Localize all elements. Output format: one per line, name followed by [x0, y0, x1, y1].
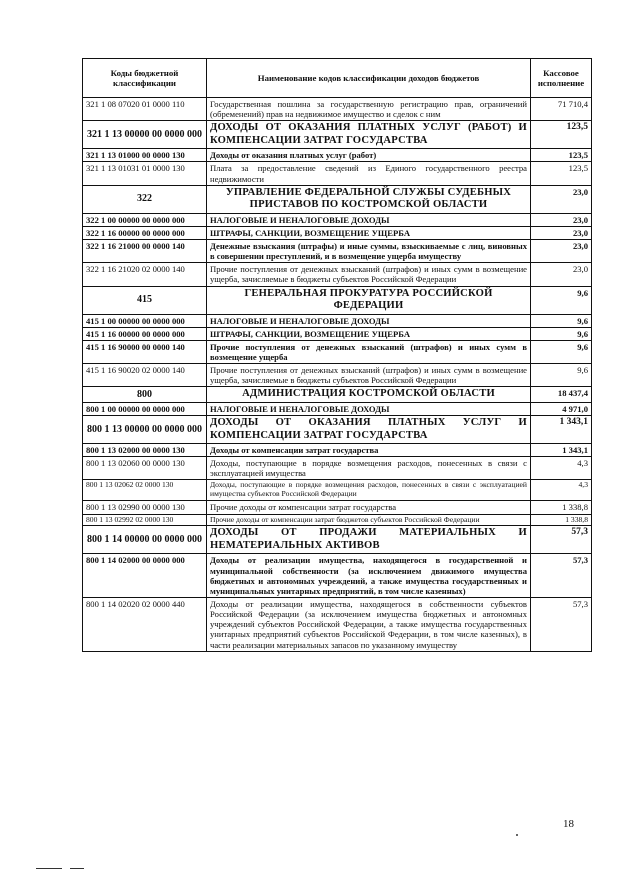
classification-code: 321 1 13 01031 01 0000 130 — [83, 162, 207, 185]
header-code: Коды бюджетной классификации — [83, 59, 207, 98]
revenue-name: ДОХОДЫ ОТ ОКАЗАНИЯ ПЛАТНЫХ УСЛУГ И КОМПЕНСАЦИИ ЗАТРАТ ГОСУДАРСТВА — [207, 416, 531, 444]
classification-code: 322 1 00 00000 00 0000 000 — [83, 213, 207, 226]
classification-code: 800 1 13 02062 02 0000 130 — [83, 480, 207, 501]
table-row — [83, 387, 592, 403]
cash-execution-value: 57,3 — [531, 526, 592, 554]
classification-code: 800 1 14 00000 00 0000 000 — [83, 526, 207, 554]
cash-execution-value: 23,0 — [531, 213, 592, 226]
classification-code: 415 1 16 90000 00 0000 140 — [83, 340, 207, 363]
scan-mark — [70, 868, 84, 869]
table-row — [83, 416, 592, 444]
classification-code: 322 — [83, 185, 207, 213]
classification-code: 800 1 13 00000 00 0000 000 — [83, 416, 207, 444]
revenue-name: Доходы от реализации имущества, находящегося в государственной и муниципальной собственности (за исключением движимого имущества бюджетных и автономных учреждений, а также имущества государственных и муниципальных унитарных предприятий, в том числе казенных) — [207, 554, 531, 598]
revenue-name: Доходы от оказания платных услуг (работ) — [207, 149, 531, 162]
revenue-name: НАЛОГОВЫЕ И НЕНАЛОГОВЫЕ ДОХОДЫ — [207, 402, 531, 415]
revenue-name: Доходы, поступающие в порядке возмещения расходов, понесенных в связи с эксплуатацией имущества — [207, 457, 531, 480]
classification-code: 800 1 13 02060 00 0000 130 — [83, 457, 207, 480]
cash-execution-value: 9,6 — [531, 314, 592, 327]
revenue-name: Доходы от компенсации затрат государства — [207, 444, 531, 457]
cash-execution-value: 9,6 — [531, 364, 592, 387]
classification-code: 415 1 16 00000 00 0000 000 — [83, 327, 207, 340]
classification-code: 800 1 14 02020 02 0000 440 — [83, 598, 207, 652]
cash-execution-value: 123,5 — [531, 149, 592, 162]
table-row — [83, 149, 592, 162]
classification-code: 415 1 00 00000 00 0000 000 — [83, 314, 207, 327]
table-row — [83, 501, 592, 514]
header-name: Наименование кодов классификации доходов бюджетов — [207, 59, 531, 98]
table-row — [83, 444, 592, 457]
revenue-name: ДОХОДЫ ОТ ПРОДАЖИ МАТЕРИАЛЬНЫХ И НЕМАТЕРИАЛЬНЫХ АКТИВОВ — [207, 526, 531, 554]
table-row — [83, 314, 592, 327]
cash-execution-value: 23,0 — [531, 263, 592, 286]
scan-dot — [516, 834, 518, 836]
revenue-name: Денежные взыскания (штрафы) и иные суммы, взыскиваемые с лиц, виновных в совершении преступлений, и в возмещение ущерба имуществу — [207, 239, 531, 262]
revenue-name: УПРАВЛЕНИЕ ФЕДЕРАЛЬНОЙ СЛУЖБЫ СУДЕБНЫХ ПРИСТАВОВ ПО КОСТРОМСКОЙ ОБЛАСТИ — [207, 185, 531, 213]
table-row — [83, 480, 592, 501]
classification-code: 321 1 08 07020 01 0000 110 — [83, 98, 207, 121]
cash-execution-value: 4,3 — [531, 457, 592, 480]
table-row — [83, 457, 592, 480]
table-row — [83, 162, 592, 185]
classification-code: 415 1 16 90020 02 0000 140 — [83, 364, 207, 387]
table-row — [83, 121, 592, 149]
cash-execution-value: 1 343,1 — [531, 416, 592, 444]
table-row — [83, 213, 592, 226]
cash-execution-value: 9,6 — [531, 286, 592, 314]
budget-revenue-table — [82, 58, 592, 652]
revenue-name: Прочие доходы от компенсации затрат бюджетов субъектов Российской Федерации — [207, 514, 531, 526]
table-row — [83, 598, 592, 652]
cash-execution-value: 18 437,4 — [531, 387, 592, 403]
header-value: Кассовое исполнение — [531, 59, 592, 98]
revenue-name: Плата за предоставление сведений из Единого государственного реестра недвижимости — [207, 162, 531, 185]
table-row — [83, 263, 592, 286]
classification-code: 322 1 16 00000 00 0000 000 — [83, 226, 207, 239]
table-row — [83, 554, 592, 598]
revenue-name: Государственная пошлина за государственную регистрацию прав, ограничений (обременений) прав на недвижимое имущество и сделок с ним — [207, 98, 531, 121]
revenue-name: Прочие поступления от денежных взысканий (штрафов) и иных сумм в возмещение ущерба, зачисляемые в бюджеты субъектов Российской Федерации — [207, 263, 531, 286]
classification-code: 800 1 13 02992 02 0000 130 — [83, 514, 207, 526]
cash-execution-value: 23,0 — [531, 185, 592, 213]
table-row — [83, 98, 592, 121]
cash-execution-value: 4,3 — [531, 480, 592, 501]
classification-code: 800 1 13 02990 00 0000 130 — [83, 501, 207, 514]
revenue-name: Прочие поступления от денежных взысканий (штрафов) и иных сумм в возмещение ущерба, зачисляемые в бюджеты субъектов Российской Федерации — [207, 364, 531, 387]
classification-code: 800 1 14 02000 00 0000 000 — [83, 554, 207, 598]
cash-execution-value: 57,3 — [531, 554, 592, 598]
cash-execution-value: 4 971,0 — [531, 402, 592, 415]
scan-mark — [36, 868, 62, 869]
page-number: 18 — [563, 818, 574, 830]
table-row — [83, 239, 592, 262]
revenue-name: ШТРАФЫ, САНКЦИИ, ВОЗМЕЩЕНИЕ УЩЕРБА — [207, 327, 531, 340]
cash-execution-value: 123,5 — [531, 121, 592, 149]
revenue-name: Доходы от реализации имущества, находящегося в собственности субъектов Российской Федерации (за исключением имущества бюджетных и автономных учреждений субъектов Российской Федерации, а также имущества государственных унитарных предприятий субъектов Российской Федерации, в том числе казенных), в части реализации материальных запасов по указанному имуществу — [207, 598, 531, 652]
table-header-row — [83, 59, 592, 98]
revenue-name: ШТРАФЫ, САНКЦИИ, ВОЗМЕЩЕНИЕ УЩЕРБА — [207, 226, 531, 239]
table-row — [83, 514, 592, 526]
cash-execution-value: 23,0 — [531, 226, 592, 239]
classification-code: 322 1 16 21000 00 0000 140 — [83, 239, 207, 262]
classification-code: 322 1 16 21020 02 0000 140 — [83, 263, 207, 286]
revenue-name: АДМИНИСТРАЦИЯ КОСТРОМСКОЙ ОБЛАСТИ — [207, 387, 531, 403]
classification-code: 321 1 13 00000 00 0000 000 — [83, 121, 207, 149]
table-row — [83, 286, 592, 314]
table-row — [83, 340, 592, 363]
table-row — [83, 364, 592, 387]
classification-code: 800 1 00 00000 00 0000 000 — [83, 402, 207, 415]
cash-execution-value: 23,0 — [531, 239, 592, 262]
table-row — [83, 526, 592, 554]
revenue-name: НАЛОГОВЫЕ И НЕНАЛОГОВЫЕ ДОХОДЫ — [207, 314, 531, 327]
table-row — [83, 226, 592, 239]
revenue-name: Доходы, поступающие в порядке возмещения расходов, понесенных в связи с эксплуатацией имущества субъектов Российской Федерации — [207, 480, 531, 501]
table-row — [83, 402, 592, 415]
revenue-name: ГЕНЕРАЛЬНАЯ ПРОКУРАТУРА РОССИЙСКОЙ ФЕДЕРАЦИИ — [207, 286, 531, 314]
cash-execution-value: 123,5 — [531, 162, 592, 185]
revenue-name: Прочие доходы от компенсации затрат государства — [207, 501, 531, 514]
classification-code: 800 1 13 02000 00 0000 130 — [83, 444, 207, 457]
revenue-name: Прочие поступления от денежных взысканий (штрафов) и иных сумм в возмещение ущерба — [207, 340, 531, 363]
table-row — [83, 327, 592, 340]
cash-execution-value: 1 338,8 — [531, 514, 592, 526]
cash-execution-value: 57,3 — [531, 598, 592, 652]
cash-execution-value: 1 343,1 — [531, 444, 592, 457]
classification-code: 800 — [83, 387, 207, 403]
cash-execution-value: 71 710,4 — [531, 98, 592, 121]
classification-code: 415 — [83, 286, 207, 314]
cash-execution-value: 9,6 — [531, 340, 592, 363]
classification-code: 321 1 13 01000 00 0000 130 — [83, 149, 207, 162]
table-row — [83, 185, 592, 213]
cash-execution-value: 9,6 — [531, 327, 592, 340]
revenue-name: НАЛОГОВЫЕ И НЕНАЛОГОВЫЕ ДОХОДЫ — [207, 213, 531, 226]
revenue-name: ДОХОДЫ ОТ ОКАЗАНИЯ ПЛАТНЫХ УСЛУГ (РАБОТ) И КОМПЕНСАЦИИ ЗАТРАТ ГОСУДАРСТВА — [207, 121, 531, 149]
cash-execution-value: 1 338,8 — [531, 501, 592, 514]
